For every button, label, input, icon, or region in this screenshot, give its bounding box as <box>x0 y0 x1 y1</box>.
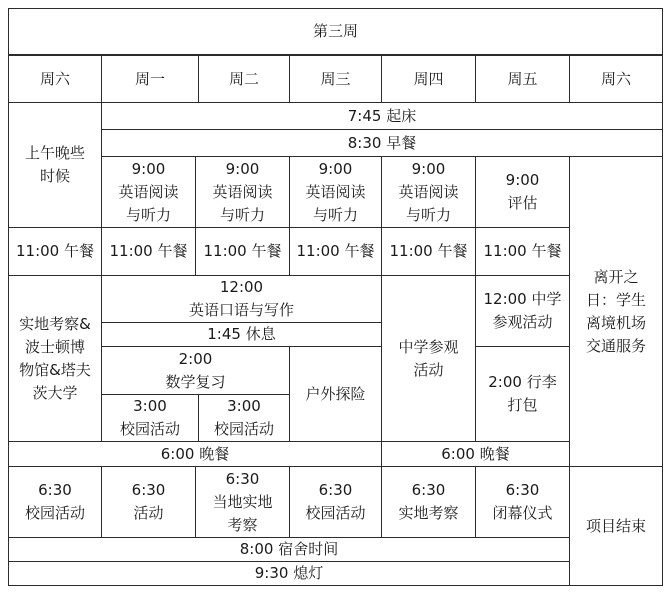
day-header-tuesday: 周二 <box>198 55 290 103</box>
tuesday-lunch: 11:00 午餐 <box>195 227 290 276</box>
monday-campus-activity: 3:00 校园活动 <box>101 394 199 442</box>
friday-packing: 2:00 行李 打包 <box>475 346 570 442</box>
friday-high-school-visit: 12:00 中学 参观活动 <box>475 275 570 347</box>
saturday-evening: 6:30 校园活动 <box>8 466 102 538</box>
thursday-lunch: 11:00 午餐 <box>381 227 476 276</box>
day-header-monday: 周一 <box>101 55 199 103</box>
monday-reading-listening: 9:00 英语阅读 与听力 <box>101 156 196 228</box>
day-header-friday: 周五 <box>475 55 570 103</box>
wednesday-outdoor-adventure: 户外探险 <box>289 346 382 442</box>
last-saturday-departure: 离开之 日：学生 离境机场 交通服务 <box>569 156 663 467</box>
wednesday-evening: 6:30 校园活动 <box>289 466 382 538</box>
wake-up-row: 7:45 起床 <box>101 102 663 130</box>
dinner-row-left: 6:00 晚餐 <box>8 441 382 467</box>
thursday-high-school-visit: 中学参观 活动 <box>381 275 476 442</box>
day-header-thursday: 周四 <box>381 55 476 103</box>
program-end: 项目结束 <box>569 466 663 586</box>
week-title: 第三周 <box>8 8 663 55</box>
math-review: 2:00 数学复习 <box>101 346 290 395</box>
lights-out-row: 9:30 熄灯 <box>8 561 570 586</box>
dorm-time-row: 8:00 宿舍时间 <box>8 537 570 562</box>
friday-assessment: 9:00 评估 <box>475 156 570 228</box>
tuesday-reading-listening: 9:00 英语阅读 与听力 <box>195 156 290 228</box>
saturday-late-morning: 上午晚些 时候 <box>8 102 102 228</box>
friday-evening: 6:30 闭幕仪式 <box>475 466 570 538</box>
wednesday-reading-listening: 9:00 英语阅读 与听力 <box>289 156 382 228</box>
rest-break: 1:45 休息 <box>101 322 382 347</box>
thursday-evening: 6:30 实地考察 <box>381 466 476 538</box>
saturday-afternoon-field-trip: 实地考察& 波士顿博 物馆&塔夫 茨大学 <box>8 275 102 442</box>
friday-lunch: 11:00 午餐 <box>475 227 570 276</box>
dinner-row-right: 6:00 晚餐 <box>381 441 570 467</box>
saturday-lunch: 11:00 午餐 <box>8 227 102 276</box>
day-header-wednesday: 周三 <box>289 55 382 103</box>
breakfast-row: 8:30 早餐 <box>101 129 663 157</box>
day-header-saturday: 周六 <box>8 55 102 103</box>
monday-evening: 6:30 活动 <box>101 466 196 538</box>
tuesday-evening: 6:30 当地实地 考察 <box>195 466 290 538</box>
wednesday-lunch: 11:00 午餐 <box>289 227 382 276</box>
oral-writing-session: 12:00 英语口语与写作 <box>101 275 382 323</box>
thursday-reading-listening: 9:00 英语阅读 与听力 <box>381 156 476 228</box>
day-header-last-saturday: 周六 <box>569 55 663 103</box>
monday-lunch: 11:00 午餐 <box>101 227 196 276</box>
tuesday-campus-activity: 3:00 校园活动 <box>198 394 290 442</box>
